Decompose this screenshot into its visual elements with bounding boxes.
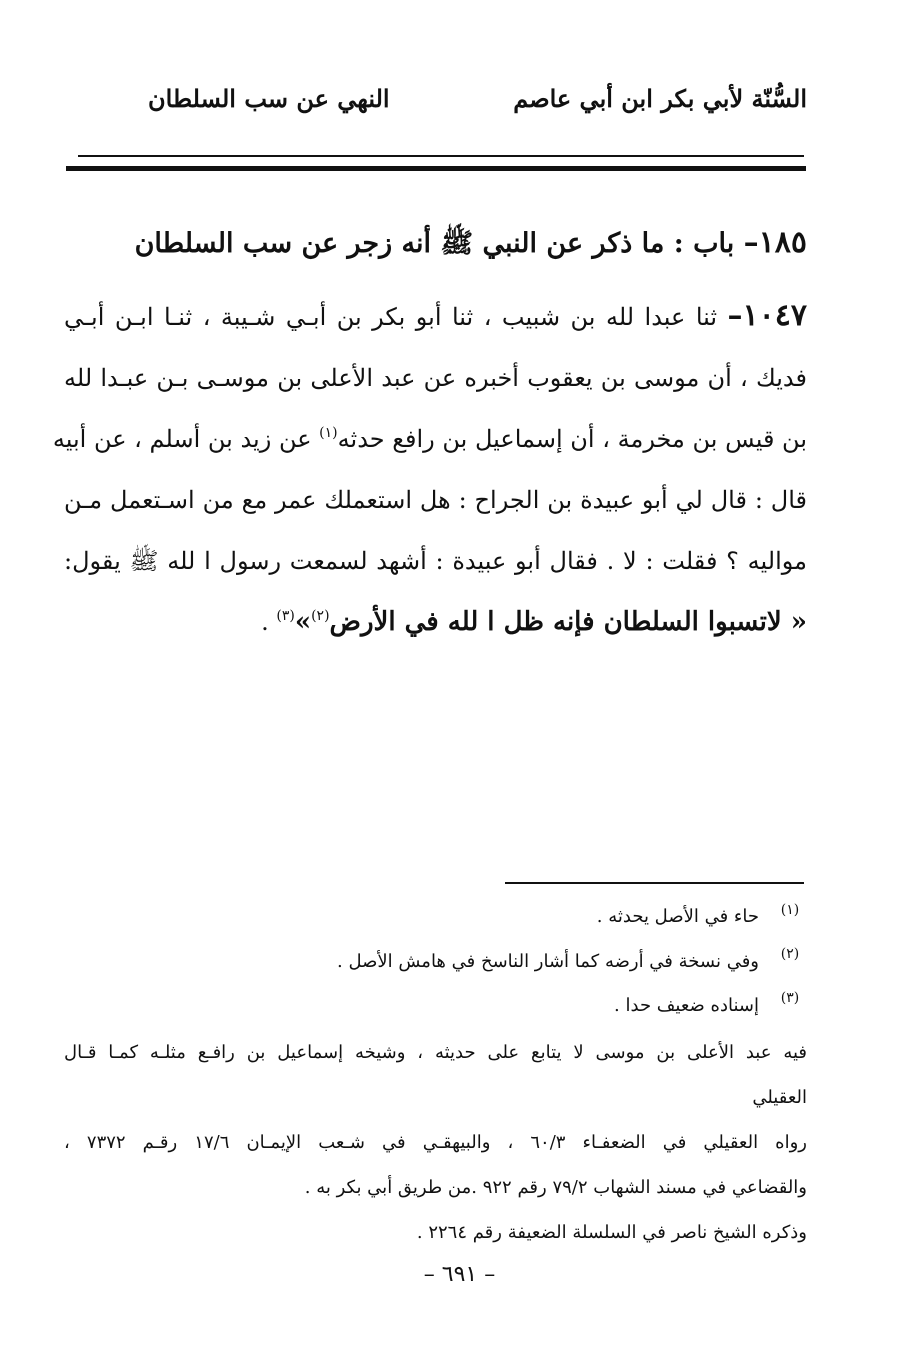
chapter-number: ١٨٥– [743, 225, 807, 260]
footnote-2: وفي نسخة في أرضه كما أشار الناسخ في هامش الأصل . [337, 951, 759, 972]
running-header-book-title: السُّنّة لأبي بكر ابن أبي عاصم [513, 84, 807, 113]
hadith-line-4: قال : قال لي أبو عبيدة بن الجراح : هل استعملك عمر مع من اسـتعمل مـن [64, 486, 807, 514]
running-header-section-title: النهي عن سب السلطان [148, 84, 390, 113]
hadith-line-5: مواليه ؟ فقلت : لا . فقال أبو عبيدة : أشهد لسمعت رسول ا لله ﷺ يقول: [64, 547, 807, 575]
quote-period: . [261, 608, 277, 636]
hadith-quote: « لاتسبوا السلطان فإنه ظل ا لله في الأرض [329, 607, 807, 637]
quote-close: » [294, 607, 312, 637]
hadith-line-3-start: بن قيس بن مخرمة ، أن إسماعيل بن رافع حدثه [337, 425, 807, 453]
hadith-number: ١٠٤٧– [727, 298, 807, 333]
hadith-text [52, 285, 807, 653]
hadith-quote-line [64, 592, 807, 653]
hadith-line-2: فديك ، أن موسى بن يعقوب أخبره عن عبد الأعلى بن موسـى بـن عبـدا لله [64, 364, 807, 392]
hadith-line-3 [52, 409, 807, 470]
footnote-3-line-2: العقيلي [752, 1087, 807, 1108]
footnote-mark-3: (٣) [780, 990, 800, 1006]
footnote-3-line-4: والقضاعي في مسند الشهاب ٧٩/٢ رقم ٩٢٢ .من طريق أبي بكر به . [304, 1177, 807, 1198]
footnote-1: حاء في الأصل يحدثه . [596, 906, 759, 927]
footnote-3-line-3: رواه العقيلي في الضعفـاء ٦٠/٣ ، والبيهقـي في شـعب الإيمـان ١٧/٦ رقـم ٧٣٧٢ ، [64, 1132, 807, 1153]
header-rule-thick [66, 166, 806, 171]
footnote-3: إسناده ضعيف حدا . [614, 995, 759, 1016]
page-number: – ٦٩١ – [423, 1262, 496, 1287]
chapter-title: باب : ما ذكر عن النبي ﷺ أنه زجر عن سب السلطان [134, 228, 735, 259]
footnote-ref-2: (٢) [311, 608, 330, 624]
chapter-heading [100, 225, 807, 266]
hadith-line-1-text: ثنا عبدا لله بن شبيب ، ثنا أبو بكر بن أبـي شـيبة ، ثنـا ابـن أبـي [64, 303, 718, 331]
footnote-3-line-1: فيه عبد الأعلى بن موسى لا يتابع على حديثه ، وشيخه إسماعيل بن رافـع مثلـه كمـا قـال [64, 1042, 807, 1063]
footnote-mark-1: (١) [780, 902, 800, 918]
hadith-line-3-end: عن زيد بن أسلم ، عن أبيه [52, 425, 320, 453]
footnote-3-line-5: وذكره الشيخ ناصر في السلسلة الضعيفة رقم ٢٢٦٤ . [416, 1222, 807, 1243]
footnote-ref-1: (١) [319, 425, 338, 441]
hadith-line-1 [64, 285, 807, 348]
footnote-mark-2: (٢) [780, 946, 800, 962]
footnote-ref-3: (٣) [276, 608, 295, 624]
header-rule-thin [78, 155, 804, 157]
footnote-separator [505, 882, 804, 884]
footnote-3-details [64, 1030, 807, 1255]
